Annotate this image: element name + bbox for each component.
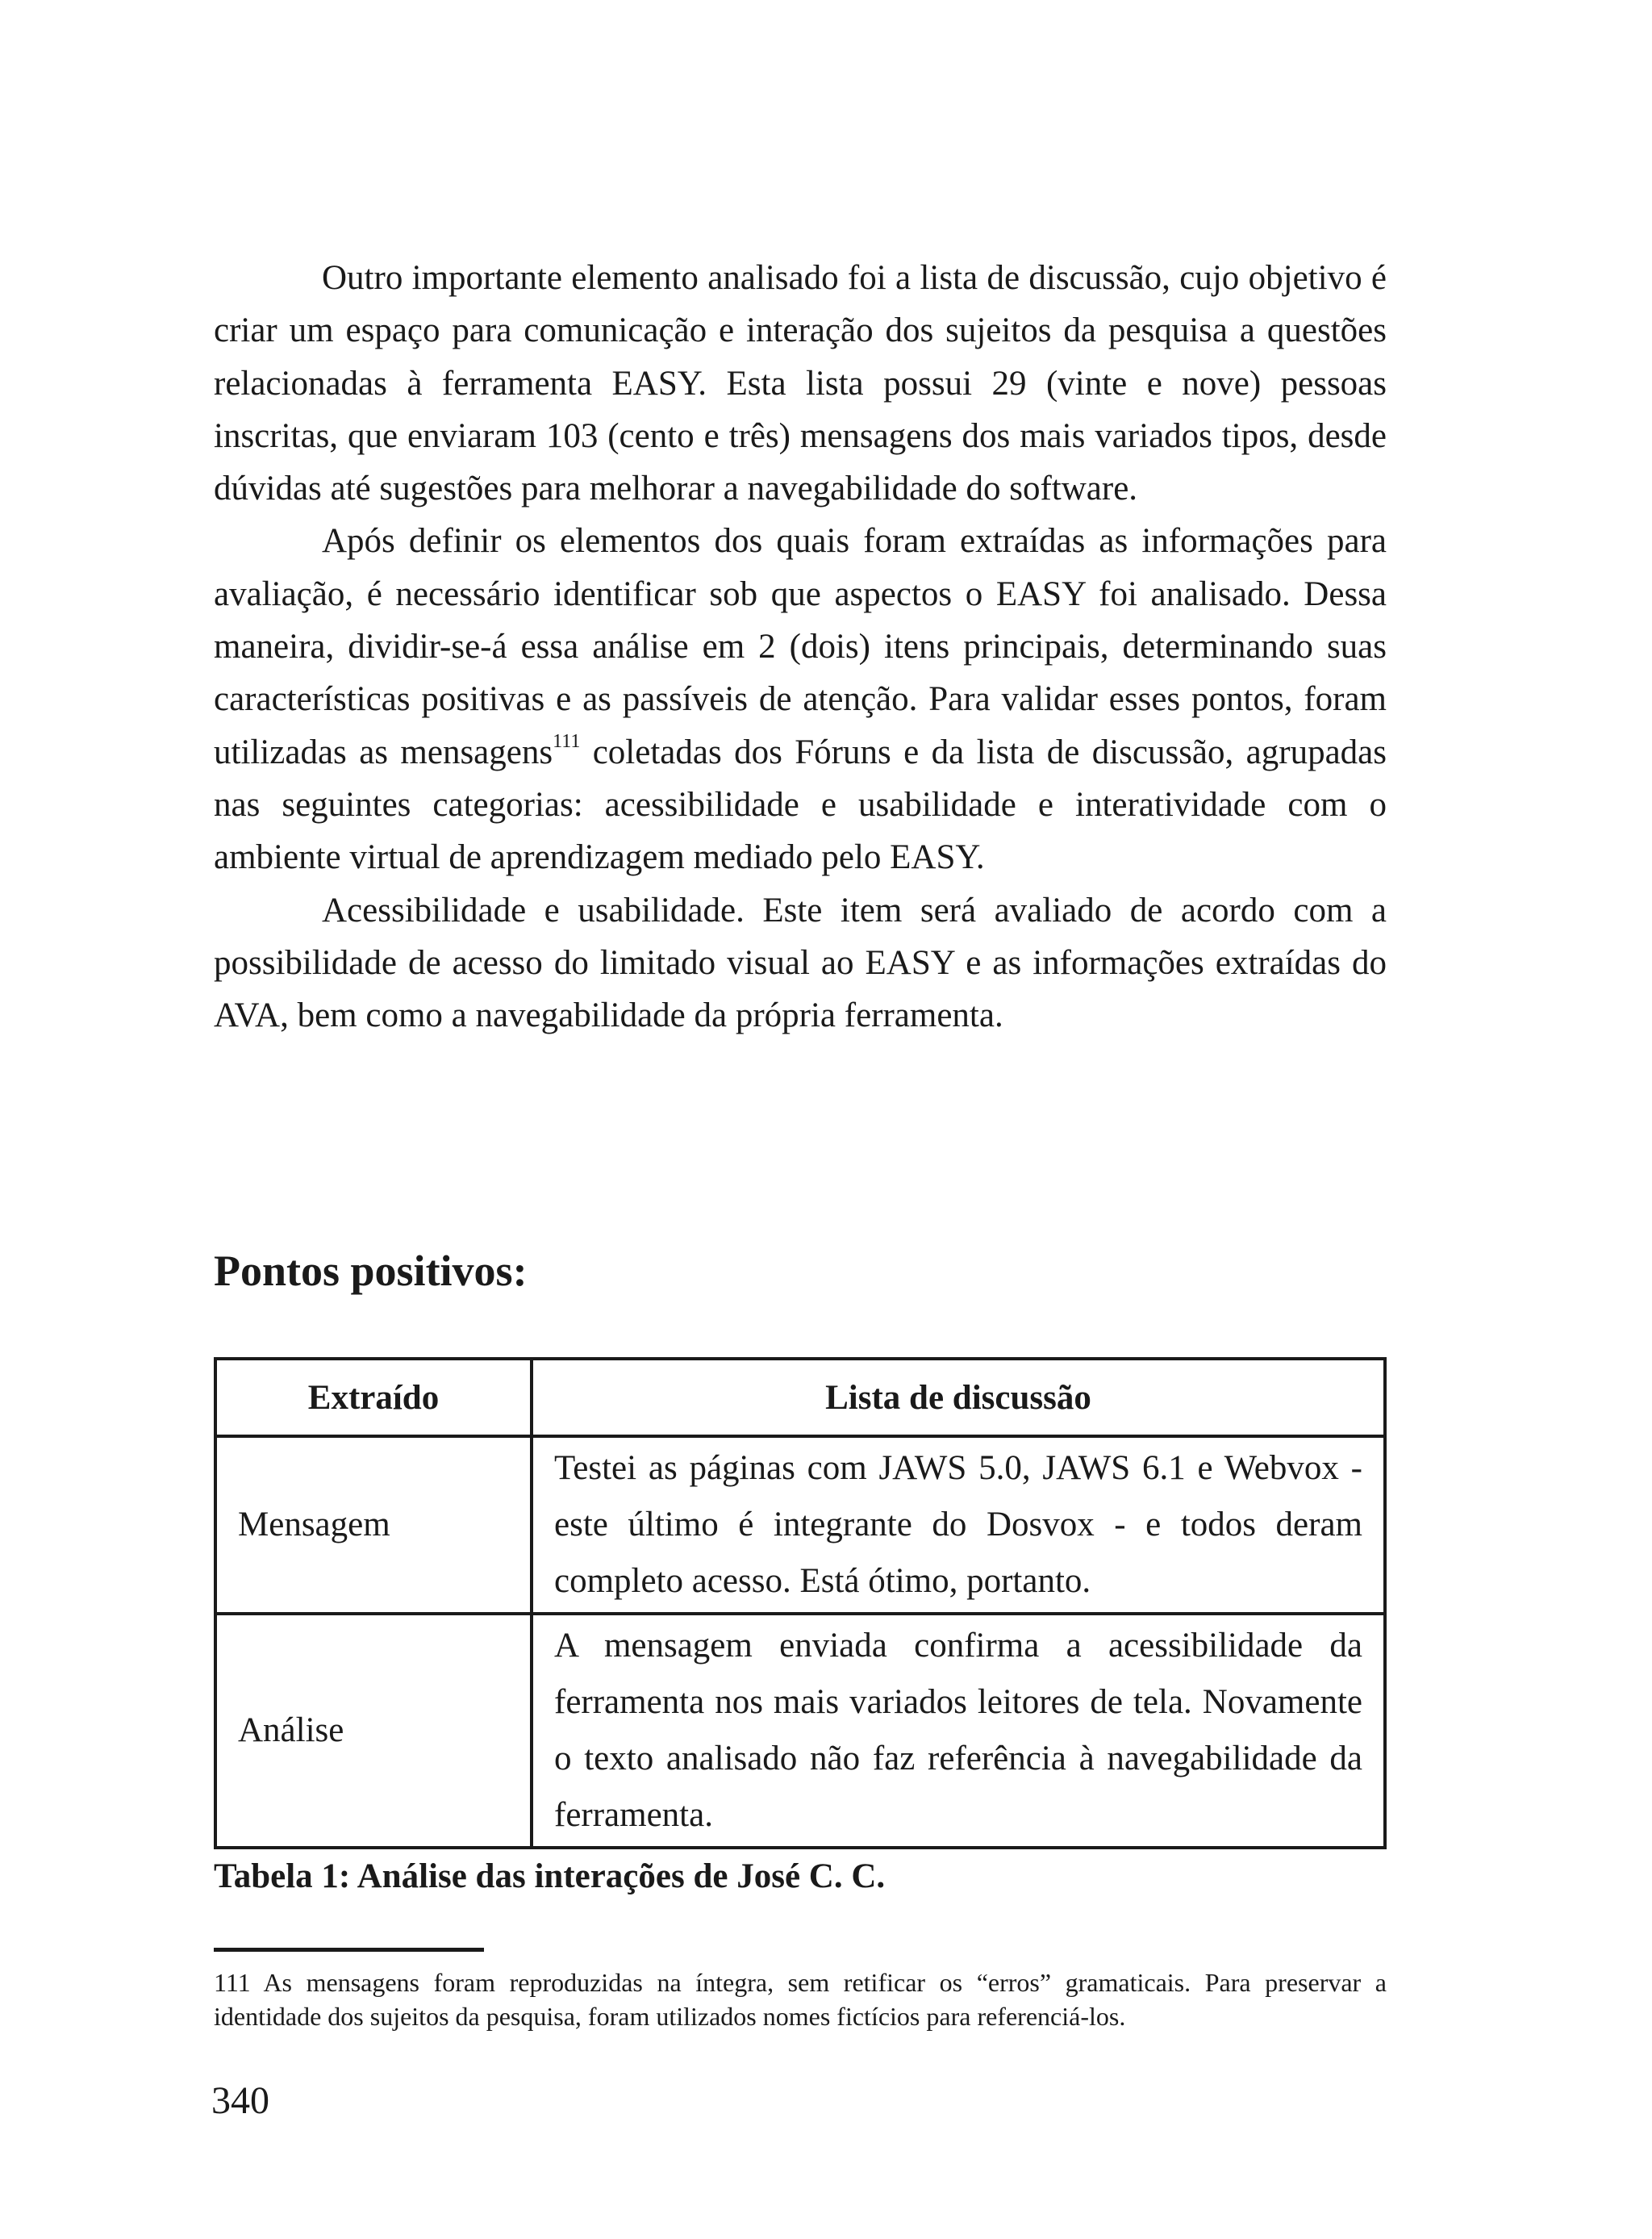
table-row-label: Análise <box>215 1614 532 1848</box>
table-row-content: Testei as páginas com JAWS 5.0, JAWS 6.1 e Webvox - este último é integrante do Dosvox - e todos deram completo acesso. Está ótimo, portanto. <box>532 1436 1385 1614</box>
table-row-label: Mensagem <box>215 1436 532 1614</box>
paragraph-accessibility: Acessibilidade e usabilidade. Este item será avaliado de acordo com a possibilidade de acesso do limitado visual ao EASY e as informações extraídas do AVA, bem como a navegabilidade da própria ferramenta. <box>214 891 1387 1035</box>
body-text <box>214 252 1387 1042</box>
table-row <box>215 1614 1385 1848</box>
section-heading: Pontos positivos: <box>214 1247 528 1295</box>
table-header-extracted: Extraído <box>215 1359 532 1436</box>
footnote-divider <box>214 1948 484 1952</box>
analysis-table <box>214 1357 1387 1849</box>
paragraph-text-before-note: Após definir os elementos dos quais foram extraídas as informações para avaliação, é necessário identificar sob que aspectos o EASY foi analisado. Dessa maneira, dividir-se-á essa análise em 2 (dois) itens principais, determinando suas características positivas e as passíveis de atenção. Para validar esses pontos, foram utilizadas as mensagens <box>214 522 1387 771</box>
table-header-discussion-list: Lista de discussão <box>532 1359 1385 1436</box>
page-number: 340 <box>211 2079 269 2122</box>
footnote-reference[interactable]: 111 <box>553 730 581 752</box>
footnote: 111 As mensagens foram reproduzidas na íntegra, sem retificar os “erros” gramaticais. Para preservar a identidade dos sujeitos da pesquisa, foram utilizados nomes fictícios para referenciá-los. <box>214 1968 1387 2031</box>
table-row-content: A mensagem enviada confirma a acessibilidade da ferramenta nos mais variados leitores de tela. Novamente o texto analisado não faz referência à navegabilidade da ferramenta. <box>532 1614 1385 1848</box>
table-caption: Tabela 1: Análise das interações de José C. C. <box>214 1857 886 1895</box>
paragraph-text-after-note: coletadas dos Fóruns e da lista de discussão, agrupadas nas seguintes categorias: acessibilidade e usabilidade e interatividade com o ambiente virtual de aprendizagem mediado pelo EASY. <box>214 733 1387 877</box>
table-row <box>215 1436 1385 1614</box>
paragraph-discussion-list: Outro importante elemento analisado foi a lista de discussão, cujo objetivo é criar um espaço para comunicação e interação dos sujeitos da pesquisa a questões relacionadas à ferramenta EASY. Esta lista possui 29 (vinte e nove) pessoas inscritas, que enviaram 103 (cento e três) mensagens dos mais variados tipos, desde dúvidas até sugestões para melhorar a navegabilidade do software. <box>214 259 1387 508</box>
paragraph-analysis-elements <box>214 515 1387 883</box>
table-header-row <box>215 1359 1385 1436</box>
